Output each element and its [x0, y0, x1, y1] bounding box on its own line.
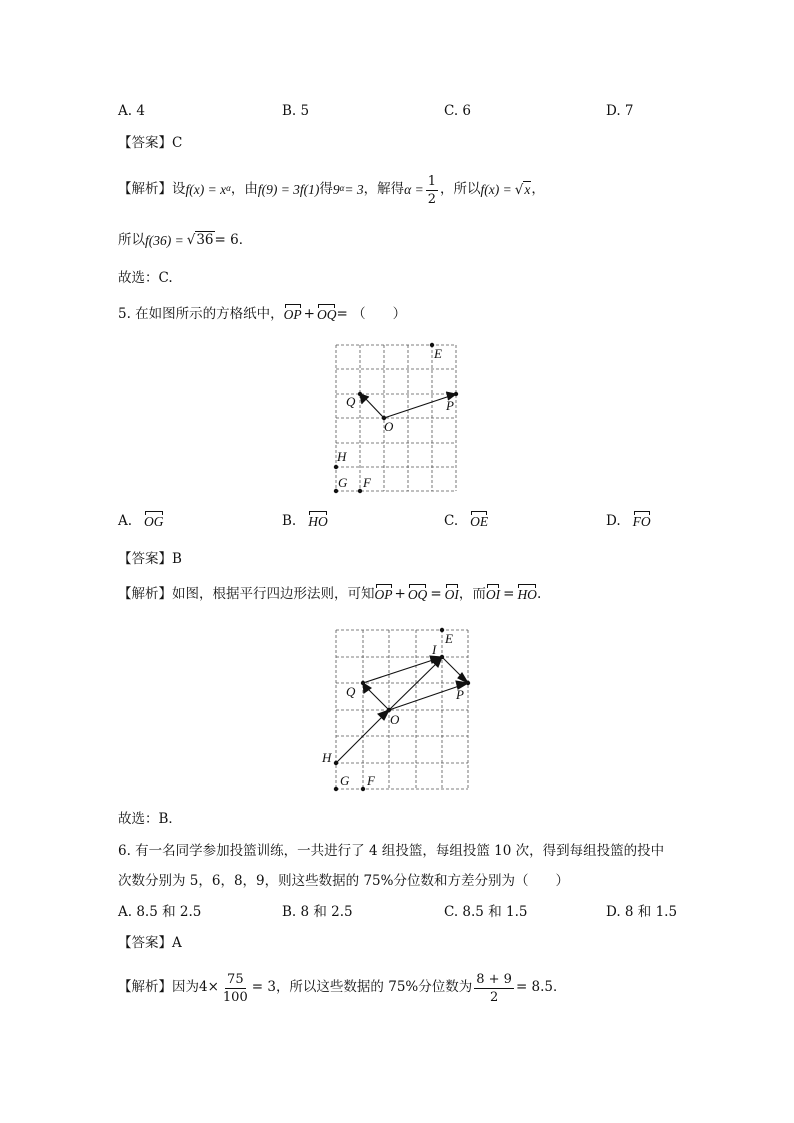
q6-option-a: A. 8.5 和 2.5 — [118, 904, 202, 920]
q5-stem — [118, 308, 406, 322]
vector-op-2: OP — [374, 587, 393, 602]
q4-option-d: D. 7 — [606, 103, 634, 119]
equals-six: = 6． — [214, 232, 253, 248]
label-q: Q — [346, 394, 356, 409]
condition: f(9) = 3f(1) — [257, 182, 320, 198]
q6-stem-line2: 次数分别为 5，6，8，9，则这些数据的 75%分位数和方差分别为（ ） — [118, 873, 569, 889]
q5-analysis: 【解析】如图，根据平行四边形法则，可知 OP + OQ = OI ，而 OI = HO . — [118, 586, 542, 602]
q5-option-c: C. OE — [444, 513, 489, 529]
q6-analysis — [118, 968, 567, 1008]
grid-figure-1 — [325, 336, 475, 498]
q6-analysis-mid: ，所以这些数据的 75%分位数为 — [275, 979, 473, 996]
q5-option-b: B. HO — [282, 513, 328, 529]
analysis-label: 【解析】设 — [118, 181, 186, 198]
q5-analysis-text: 【解析】如图，根据平行四边形法则，可知 — [118, 586, 375, 602]
label-i: I — [432, 642, 437, 657]
fraction-75-100: $\frac{75}{100}$ — [222, 971, 248, 1005]
q4-analysis-line2 — [118, 234, 252, 248]
q5-stem-text: 5. 在如图所示的方格纸中， — [118, 306, 284, 322]
fx-equals: f(x) = — [480, 182, 512, 198]
q6-option-c: C. 8.5 和 1.5 — [444, 904, 528, 920]
q6-answer: 【答案】A — [118, 935, 182, 951]
arrow-oq-shaft — [364, 397, 384, 418]
equals-three-q6: = 3 — [251, 979, 276, 996]
base-nine: 9 — [332, 182, 340, 198]
text-get: 得 — [319, 181, 333, 198]
vector-fo: FO — [632, 514, 651, 529]
text-and: ，而 — [458, 586, 486, 602]
q6-analysis-text: 【解析】因为 — [118, 979, 199, 996]
vector-op: OP — [283, 307, 302, 322]
q6-stem-line1: 6. 有一名同学参加投篮训练，一共进行了 4 组投篮，每组投篮 10 次，得到每组投篮的投中 — [118, 843, 665, 859]
text-so: ，所以 — [440, 181, 481, 198]
vector-oq: OQ — [316, 307, 337, 322]
sqrt-36: √36 — [186, 232, 214, 248]
q5-choose: 故选：B． — [118, 811, 182, 827]
q5-stem-suffix: = （ ） — [336, 306, 407, 322]
label-o-2: O — [390, 712, 400, 727]
f36-equals: f(36) = — [145, 233, 184, 248]
alpha-equals: α = — [404, 182, 424, 198]
vector-oi-2: OI — [485, 587, 501, 602]
grid-figure-2 — [318, 622, 480, 802]
label-p-2: P — [456, 687, 464, 702]
label-g: G — [338, 475, 348, 490]
q6-option-d: D. 8 和 1.5 — [606, 904, 678, 920]
four-times: 4× — [199, 979, 219, 996]
q5-option-a: A. OG — [118, 513, 164, 529]
fraction-half: $\frac{1}{2}$ — [427, 173, 437, 207]
label-g-2: G — [340, 773, 350, 788]
exponent-alpha-2: α — [339, 182, 345, 193]
plus-sign: + — [303, 306, 315, 322]
q4-option-a: A. 4 — [118, 103, 145, 119]
vector-ho-2: HO — [517, 587, 537, 602]
equals-three: = 3 — [344, 182, 364, 198]
label-h-2: H — [322, 750, 332, 765]
label-f-2: F — [367, 773, 375, 788]
label-e-2: E — [445, 631, 453, 646]
equals-eight-five: = 8.5． — [515, 979, 567, 996]
q4-answer: 【答案】C — [118, 135, 183, 151]
text-solve: ，解得 — [363, 181, 405, 198]
vector-oi: OI — [444, 587, 459, 602]
arrow-op-shaft — [384, 395, 453, 418]
label-p: P — [446, 398, 454, 413]
label-o: O — [384, 419, 394, 434]
text-comma: ， — [531, 181, 545, 198]
q6-option-b: B. 8 和 2.5 — [282, 904, 353, 920]
vector-og: OG — [144, 514, 164, 529]
text-so-2: 所以 — [118, 232, 145, 248]
power-function: f(x) = x — [185, 182, 227, 198]
label-h: H — [337, 449, 347, 464]
vector-oe: OE — [470, 514, 489, 529]
sqrt-x: √x — [514, 181, 531, 198]
label-f: F — [363, 475, 371, 490]
q5-answer: 【答案】B — [118, 551, 182, 567]
q4-option-b: B. 5 — [282, 103, 310, 119]
label-q-2: Q — [346, 684, 356, 699]
vector-ho: HO — [308, 514, 328, 529]
fraction-17-2: $\frac{8 + 9}{2}$ — [476, 971, 512, 1005]
label-e: E — [434, 346, 442, 361]
q4-analysis-line1 — [118, 172, 545, 208]
q4-choose: 故选：C. — [118, 270, 173, 286]
exponent-alpha: α — [226, 182, 231, 193]
text-from: ，由 — [230, 181, 258, 198]
q5-option-d: D. FO — [606, 513, 651, 529]
vector-oq-2: OQ — [407, 587, 428, 602]
q4-option-c: C. 6 — [444, 103, 472, 119]
